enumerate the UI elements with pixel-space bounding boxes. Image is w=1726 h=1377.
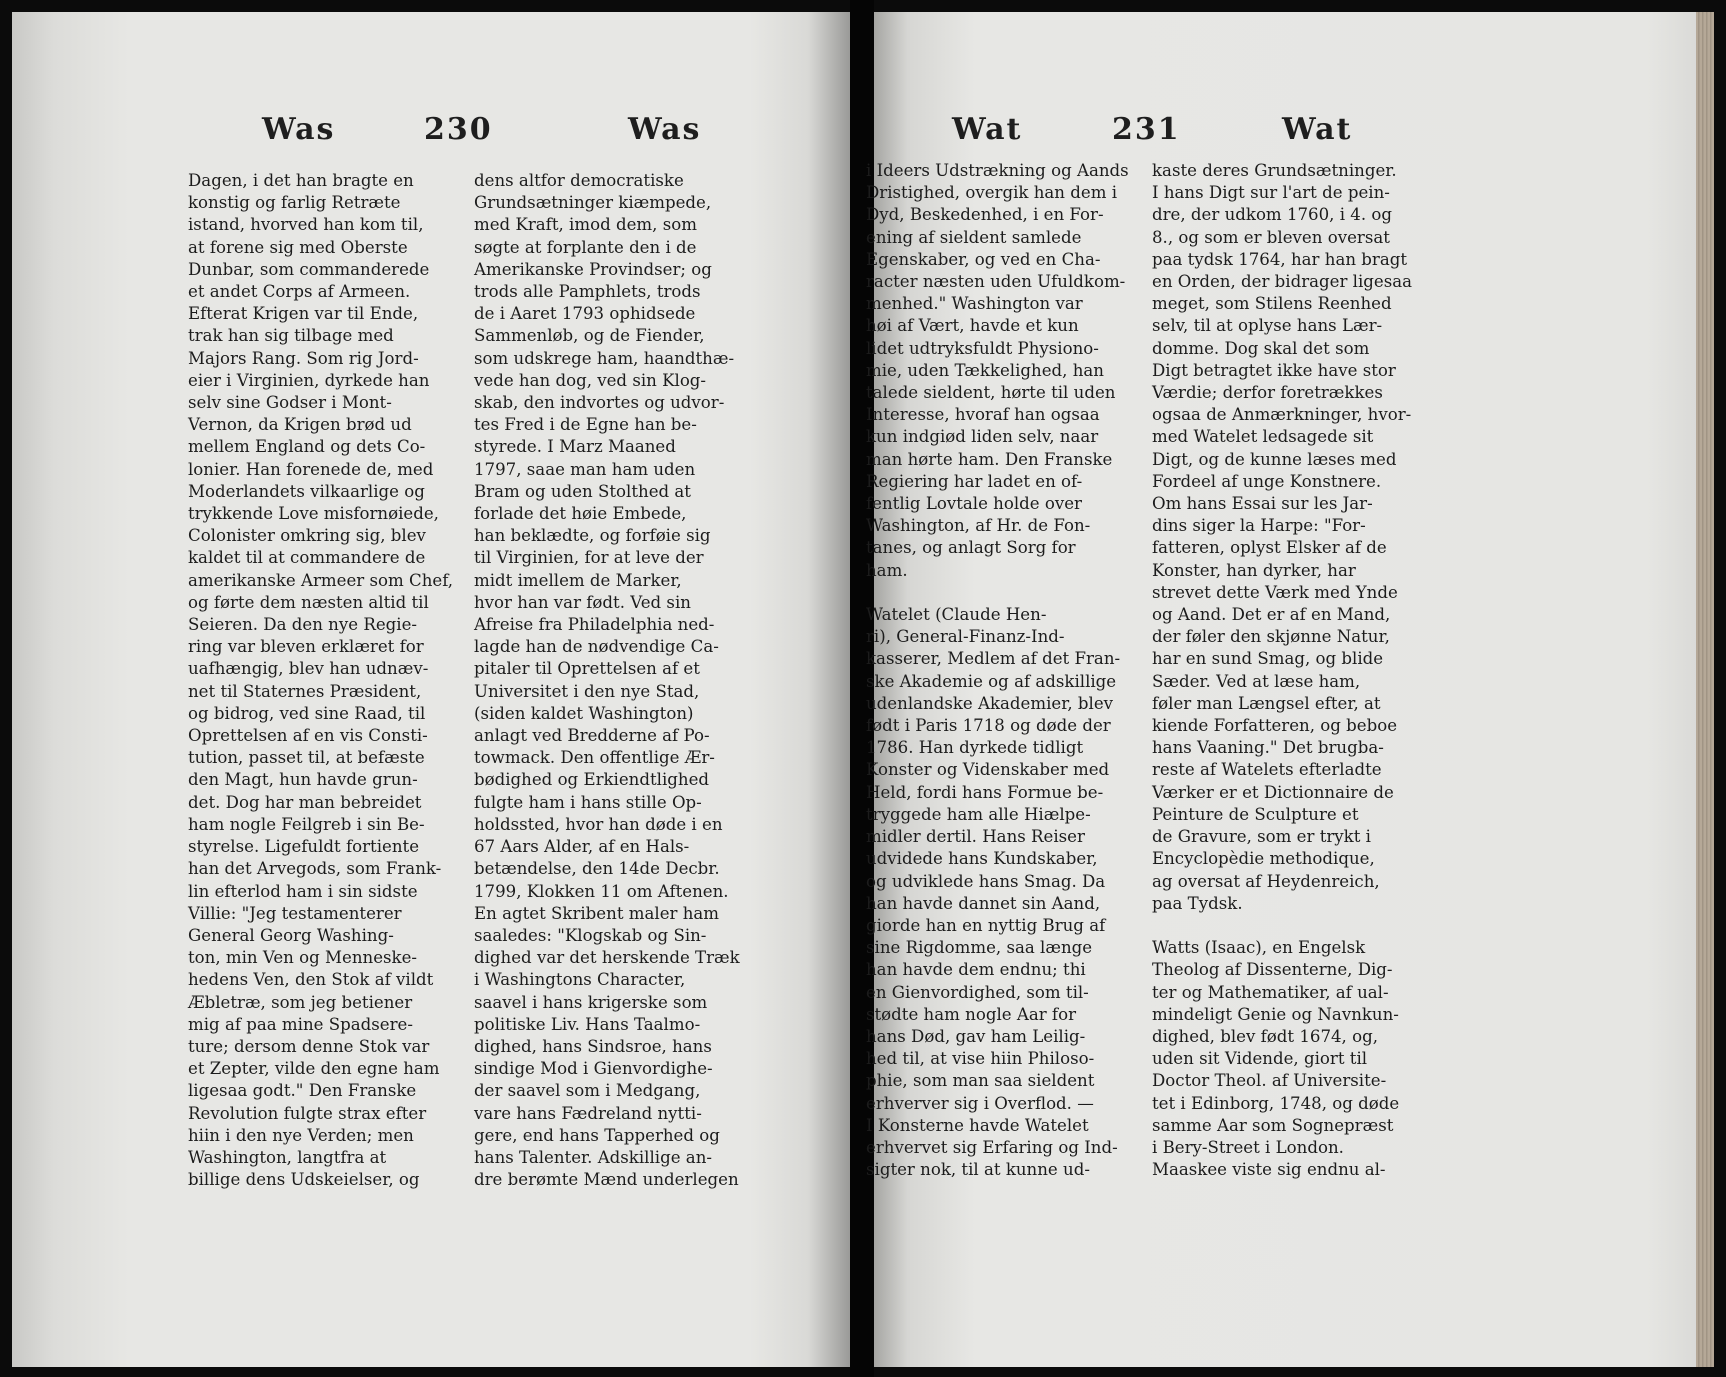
text-line: Sammenløb, og de Fiender,: [474, 326, 705, 346]
text-line: han det Arvegods, som Frank-: [188, 859, 442, 879]
text-line: erhverver sig i Overflod. —: [866, 1093, 1094, 1113]
text-line: trods alle Pamphlets, trods: [474, 282, 701, 302]
text-line: Theolog af Dissenterne, Dig-: [1152, 960, 1393, 980]
text-line: Værdie; derfor foretrækkes: [1152, 383, 1383, 403]
text-line: Oprettelsen af en vis Consti-: [188, 726, 428, 746]
text-line: den Magt, hun havde grun-: [188, 770, 418, 790]
text-line: erhvervet sig Erfaring og Ind-: [866, 1137, 1118, 1157]
text-line: [866, 582, 1136, 604]
text-line: Bram og uden Stolthed at: [474, 481, 691, 501]
text-line: ri), General-Finanz-Ind-: [866, 627, 1065, 647]
text-line: ter og Mathematiker, af ual-: [1152, 982, 1389, 1002]
text-line: Grundsætninger kiæmpede,: [474, 193, 712, 213]
text-line: og bidrog, ved sine Raad, til: [188, 703, 426, 723]
text-line: Afreise fra Philadelphia ned-: [474, 615, 715, 635]
text-line: 67 Aars Alder, af en Hals-: [474, 837, 690, 857]
text-line: Dagen, i det han bragte en: [188, 171, 414, 190]
text-line: [1152, 915, 1422, 937]
text-line: hed til, at vise hiin Philoso-: [866, 1049, 1095, 1069]
text-line: lonier. Han forenede de, med: [188, 459, 434, 479]
text-line: vare hans Fædreland nytti-: [474, 1103, 702, 1123]
page-edges: [1696, 12, 1714, 1367]
text-line: Om hans Essai sur les Jar-: [1152, 494, 1373, 514]
text-line: ring var bleven erklæret for: [188, 637, 424, 657]
text-line: født i Paris 1718 og døde der: [866, 716, 1111, 736]
text-line: Sæder. Ved at læse ham,: [1152, 671, 1361, 691]
text-line: stødte ham nogle Aar for: [866, 1004, 1076, 1024]
running-head-left: [12, 112, 850, 152]
text-line: Encyclopèdie methodique,: [1152, 849, 1375, 869]
text-line: Fordeel af unge Konstnere.: [1152, 471, 1382, 491]
text-line: og Aand. Det er af en Mand,: [1152, 605, 1391, 625]
text-line: selv sine Godser i Mont-: [188, 393, 392, 413]
text-line: trykkende Love misfornøiede,: [188, 504, 439, 524]
text-line: i Bery-Street i London.: [1152, 1137, 1344, 1157]
text-line: til Virginien, for at leve der: [474, 548, 704, 568]
text-line: tet i Edinborg, 1748, og døde: [1152, 1093, 1400, 1113]
text-line: hedens Ven, den Stok af vildt: [188, 970, 434, 990]
text-line: Colonister omkring sig, blev: [188, 526, 426, 546]
text-line: lagde han de nødvendige Ca-: [474, 637, 719, 657]
text-line: ton, min Ven og Menneske-: [188, 948, 418, 968]
text-line: mie, uden Tækkelighed, han: [866, 360, 1104, 380]
text-line: reste af Watelets efterladte: [1152, 760, 1382, 780]
text-line: ogsaa de Anmærkninger, hvor-: [1152, 405, 1412, 425]
text-line: i Washingtons Character,: [474, 970, 686, 990]
text-line: General Georg Washing-: [188, 925, 394, 945]
text-line: domme. Dog skal det som: [1152, 338, 1370, 358]
text-line: mellem England og dets Co-: [188, 437, 426, 457]
text-line: phie, som man saa sieldent: [866, 1071, 1095, 1091]
text-line: de i Aaret 1793 ophidsede: [474, 304, 696, 324]
text-line: ture; dersom denne Stok var: [188, 1036, 430, 1056]
text-line: mig af paa mine Spadsere-: [188, 1014, 413, 1034]
head-word-right: Wat: [1282, 112, 1353, 147]
text-line: politiske Liv. Hans Taalmo-: [474, 1014, 701, 1034]
text-line: fentlig Lovtale holde over: [866, 494, 1082, 514]
text-line: Peinture de Sculpture et: [1152, 804, 1359, 824]
text-line: og udviklede hans Smag. Da: [866, 871, 1106, 891]
text-line: Seieren. Da den nye Regie-: [188, 615, 418, 635]
text-line: istand, hvorved han kom til,: [188, 215, 424, 235]
text-line: Doctor Theol. af Universite-: [1152, 1071, 1387, 1091]
text-line: samme Aar som Sognepræst: [1152, 1115, 1394, 1135]
text-line: med Kraft, imod dem, som: [474, 215, 697, 235]
text-line: Digt betragtet ikke have stor: [1152, 360, 1396, 380]
text-line: dighed var det herskende Træk: [474, 948, 740, 968]
head-word-left: Was: [262, 112, 336, 147]
text-line: et andet Corps af Armeen.: [188, 282, 411, 302]
text-line: dens altfor democratiske: [474, 171, 684, 190]
text-line: søgte at forplante den i de: [474, 237, 697, 257]
text-line: gere, end hans Tapperhed og: [474, 1125, 720, 1145]
text-line: uafhængig, blev han udnæv-: [188, 659, 429, 679]
left-page-column-1: [188, 170, 458, 1191]
text-line: pitaler til Oprettelsen af et: [474, 659, 700, 679]
text-line: dre, der udkom 1760, i 4. og: [1152, 205, 1393, 225]
text-line: ham nogle Feilgreb i sin Be-: [188, 814, 425, 834]
page-number-left: 230: [424, 112, 493, 147]
text-line: føler man Længsel efter, at: [1152, 693, 1381, 713]
text-line: strevet dette Værk med Ynde: [1152, 582, 1398, 602]
text-line: Maaskee viste sig endnu al-: [1152, 1160, 1386, 1180]
text-line: Revolution fulgte strax efter: [188, 1103, 427, 1123]
text-line: dighed, hans Sindsroe, hans: [474, 1036, 712, 1056]
text-line: Washington, af Hr. de Fon-: [866, 516, 1091, 536]
text-line: sine Rigdomme, saa længe: [866, 938, 1093, 958]
text-line: towmack. Den offentlige Ær-: [474, 748, 715, 768]
text-line: Universitet i den nye Stad,: [474, 681, 700, 701]
text-line: styrelse. Ligefuldt fortiente: [188, 837, 420, 857]
text-line: midler dertil. Hans Reiser: [866, 827, 1085, 847]
text-line: mindeligt Genie og Navnkun-: [1152, 1004, 1399, 1024]
text-line: selv, til at oplyse hans Lær-: [1152, 316, 1383, 336]
text-line: skab, den indvortes og udvor-: [474, 393, 725, 413]
text-line: han havde dem endnu; thi: [866, 960, 1086, 980]
text-line: man hørte ham. Den Franske: [866, 449, 1113, 469]
text-line: sigter nok, til at kunne ud-: [866, 1160, 1090, 1180]
text-line: kasserer, Medlem af det Fran-: [866, 649, 1121, 669]
text-line: menhed." Washington var: [866, 294, 1083, 314]
right-page: [866, 12, 1714, 1367]
text-line: 1786. Han dyrkede tidligt: [866, 738, 1084, 758]
text-line: kiende Forfatteren, og beboe: [1152, 716, 1398, 736]
text-line: holdssted, hvor han døde i en: [474, 814, 723, 834]
text-line: de Gravure, som er trykt i: [1152, 827, 1371, 847]
text-line: et Zepter, vilde den egne ham: [188, 1059, 440, 1079]
text-line: tution, passet til, at befæste: [188, 748, 425, 768]
text-line: saaledes: "Klogskab og Sin-: [474, 925, 707, 945]
text-line: Amerikanske Provindser; og: [474, 259, 712, 279]
text-line: med Watelet ledsagede sit: [1152, 427, 1374, 447]
text-line: tes Fred i de Egne han be-: [474, 415, 697, 435]
text-line: En agtet Skribent maler ham: [474, 903, 720, 923]
text-line: sindige Mod i Gienvordighe-: [474, 1059, 713, 1079]
text-line: paa tydsk 1764, har han bragt: [1152, 249, 1408, 269]
text-line: ening af sieldent samlede: [866, 227, 1082, 247]
text-line: Egenskaber, og ved en Cha-: [866, 249, 1101, 269]
left-page-column-2: [474, 170, 746, 1191]
text-line: Villie: "Jeg testamenterer: [188, 903, 402, 923]
text-line: vede han dog, ved sin Klog-: [474, 370, 707, 390]
left-page: [12, 12, 850, 1367]
text-line: trak han sig tilbage med: [188, 326, 394, 346]
text-line: betændelse, den 14de Decbr.: [474, 859, 720, 879]
text-line: det. Dog har man bebreidet: [188, 792, 422, 812]
text-line: Washington, langtfra at: [188, 1147, 387, 1167]
head-word-right: Was: [628, 112, 702, 147]
text-line: en Orden, der bidrager ligesaa: [1152, 272, 1413, 292]
text-line: saavel i hans krigerske som: [474, 992, 708, 1012]
text-line: racter næsten uden Ufuldkom-: [866, 272, 1126, 292]
text-line: Moderlandets vilkaarlige og: [188, 481, 425, 501]
text-line: ham.: [866, 560, 908, 580]
text-line: meget, som Stilens Reenhed: [1152, 294, 1392, 314]
text-line: net til Staternes Præsident,: [188, 681, 422, 701]
text-line: hans Talenter. Adskillige an-: [474, 1147, 712, 1167]
text-line: dre berømte Mænd underlegen: [474, 1170, 739, 1190]
right-page-column-2: [1152, 160, 1422, 1181]
text-line: han beklædte, og forføie sig: [474, 526, 711, 546]
text-line: fatteren, oplyst Elsker af de: [1152, 538, 1387, 558]
text-line: Vernon, da Krigen brød ud: [188, 415, 412, 435]
text-line: hiin i den nye Verden; men: [188, 1125, 414, 1145]
text-line: kun indgiød liden selv, naar: [866, 427, 1099, 447]
text-line: I Konsterne havde Watelet: [866, 1115, 1089, 1135]
text-line: tryggede ham alle Hiælpe-: [866, 804, 1091, 824]
page-number-right: 231: [1112, 112, 1181, 147]
text-line: ligesaa godt." Den Franske: [188, 1081, 417, 1101]
text-line: hvor han var født. Ved sin: [474, 592, 691, 612]
head-word-left: Wat: [952, 112, 1023, 147]
text-line: han havde dannet sin Aand,: [866, 893, 1101, 913]
text-line: en Gienvordighed, som til-: [866, 982, 1089, 1002]
text-line: Majors Rang. Som rig Jord-: [188, 348, 419, 368]
text-line: Watts (Isaac), en Engelsk: [1152, 938, 1366, 958]
text-line: talede sieldent, hørte til uden: [866, 383, 1116, 403]
text-line: (siden kaldet Washington): [474, 703, 694, 723]
text-line: giorde han en nyttig Brug af: [866, 915, 1106, 935]
text-line: udenlandske Akademier, blev: [866, 693, 1114, 713]
text-line: Digt, og de kunne læses med: [1152, 449, 1397, 469]
text-line: Dristighed, overgik han dem i: [866, 183, 1118, 203]
text-line: ske Akademie og af adskillige: [866, 671, 1117, 691]
text-line: at forene sig med Oberste: [188, 237, 408, 257]
text-line: hans Død, gav ham Leilig-: [866, 1026, 1086, 1046]
text-line: eier i Virginien, dyrkede han: [188, 370, 430, 390]
text-line: 1799, Klokken 11 om Aftenen.: [474, 881, 729, 901]
text-line: billige dens Udskeielser, og: [188, 1170, 420, 1190]
text-line: lin efterlod ham i sin sidste: [188, 881, 418, 901]
right-page-column-1: [866, 160, 1136, 1181]
text-line: Dunbar, som commanderede: [188, 259, 430, 279]
text-line: 1797, saae man ham uden: [474, 459, 696, 479]
text-line: tanes, og anlagt Sorg for: [866, 538, 1076, 558]
text-line: 8., og som er bleven oversat: [1152, 227, 1390, 247]
text-line: kaldet til at commandere de: [188, 548, 426, 568]
text-line: som udskrege ham, haandthæ-: [474, 348, 735, 368]
text-line: og førte dem næsten altid til: [188, 592, 429, 612]
text-line: Watelet (Claude Hen-: [866, 605, 1047, 625]
text-line: dins siger la Harpe: "For-: [1152, 516, 1366, 536]
text-line: Værker er et Dictionnaire de: [1152, 782, 1394, 802]
text-line: Konster, han dyrker, har: [1152, 560, 1356, 580]
text-line: forlade det høie Embede,: [474, 504, 687, 524]
text-line: amerikanske Armeer som Chef,: [188, 570, 454, 590]
text-line: der saavel som i Medgang,: [474, 1081, 701, 1101]
running-head-right: [874, 112, 1714, 152]
text-line: I hans Digt sur l'art de pein-: [1152, 183, 1390, 203]
text-line: Interesse, hvoraf han ogsaa: [866, 405, 1100, 425]
text-line: udvidede hans Kundskaber,: [866, 849, 1098, 869]
text-line: høi af Vært, havde et kun: [866, 316, 1079, 336]
text-line: kaste deres Grundsætninger.: [1152, 161, 1397, 180]
text-line: styrede. I Marz Maaned: [474, 437, 676, 457]
text-line: fulgte ham i hans stille Op-: [474, 792, 702, 812]
text-line: har en sund Smag, og blide: [1152, 649, 1384, 669]
text-line: lidet udtryksfuldt Physiono-: [866, 338, 1099, 358]
text-line: hans Vaaning." Det brugba-: [1152, 738, 1384, 758]
text-line: i Ideers Udstrækning og Aands: [866, 161, 1129, 180]
text-line: Regiering har ladet en of-: [866, 471, 1083, 491]
text-line: ag oversat af Heydenreich,: [1152, 871, 1380, 891]
text-line: Konster og Videnskaber med: [866, 760, 1110, 780]
text-line: Efterat Krigen var til Ende,: [188, 304, 419, 324]
text-line: dighed, blev født 1674, og,: [1152, 1026, 1378, 1046]
text-line: der føler den skjønne Natur,: [1152, 627, 1390, 647]
text-line: paa Tydsk.: [1152, 893, 1243, 913]
text-line: konstig og farlig Retræte: [188, 193, 401, 213]
text-line: Held, fordi hans Formue be-: [866, 782, 1104, 802]
text-line: Æbletræ, som jeg betiener: [188, 992, 413, 1012]
text-line: midt imellem de Marker,: [474, 570, 682, 590]
text-line: uden sit Vidende, giort til: [1152, 1049, 1368, 1069]
text-line: anlagt ved Bredderne af Po-: [474, 726, 710, 746]
text-line: bødighed og Erkiendtlighed: [474, 770, 710, 790]
text-line: Dyd, Beskedenhed, i en For-: [866, 205, 1104, 225]
